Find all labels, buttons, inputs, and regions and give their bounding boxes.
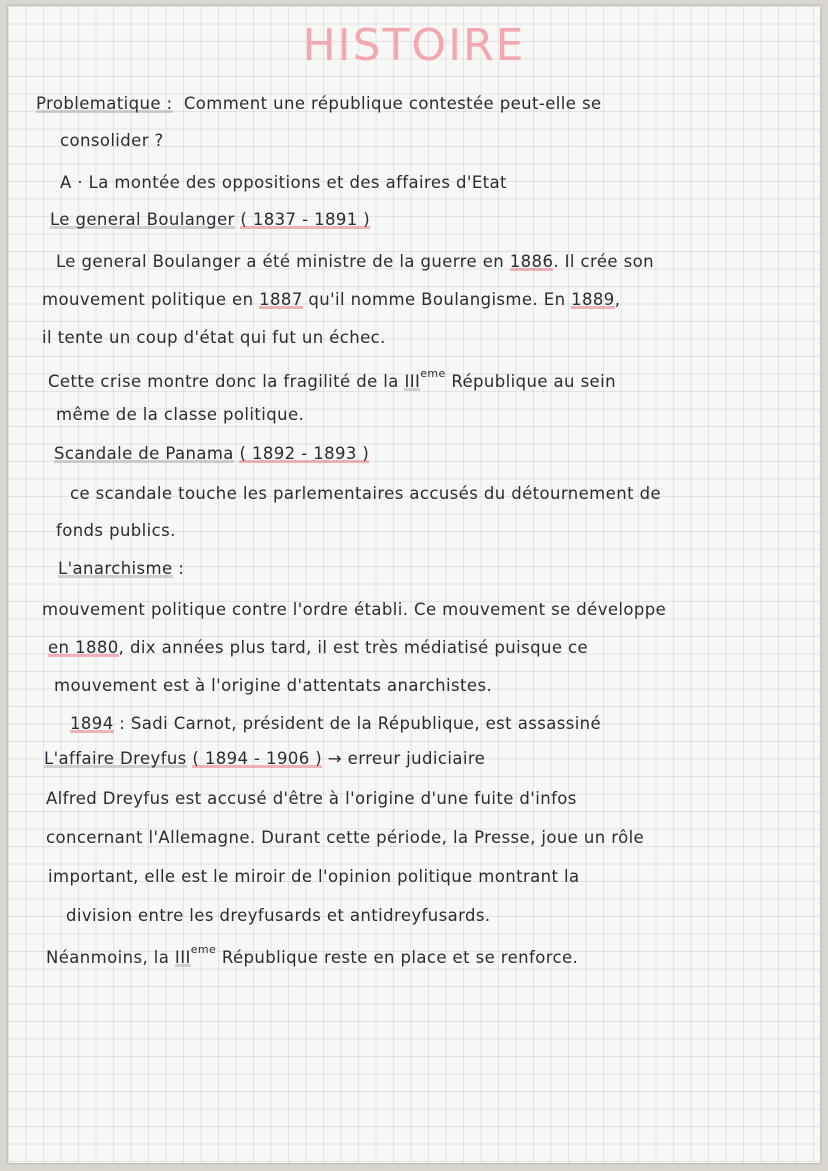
- anarchisme-text: , dix années plus tard, il est très médiatisé puisque ce: [118, 638, 589, 657]
- year-1887: 1887: [259, 290, 303, 309]
- dreyfus-line-4: division entre les dreyfusards et antidreyfusards.: [66, 906, 491, 925]
- boulanger-heading: Le general Boulanger: [50, 210, 235, 229]
- boulanger-text: mouvement politique en: [42, 290, 254, 309]
- year-1880: en 1880: [48, 638, 119, 657]
- notebook-page: [8, 6, 820, 1163]
- dreyfus-text: Néanmoins, la: [46, 948, 170, 967]
- problematique-text: Comment une république contestée peut-elle se: [183, 94, 602, 113]
- boulanger-dates: ( 1837 - 1891 ): [240, 210, 371, 229]
- anarchisme-line-3: mouvement est à l'origine d'attentats anarchistes.: [54, 676, 493, 695]
- anarchisme-heading-line: [58, 559, 184, 578]
- roman-numeral: III: [404, 372, 421, 391]
- boulanger-line-5: même de la classe politique.: [56, 405, 305, 424]
- anarchisme-heading: L'anarchisme: [58, 559, 173, 578]
- dreyfus-dates: ( 1894 - 1906 ): [192, 749, 323, 768]
- dreyfus-line-1: Alfred Dreyfus est accusé d'être à l'origine d'une fuite d'infos: [46, 789, 577, 808]
- superscript: eme: [420, 367, 446, 380]
- boulanger-heading-line: [50, 210, 370, 229]
- boulanger-text: Cette crise montre donc la fragilité de la: [48, 372, 399, 391]
- boulanger-text: Le general Boulanger a été ministre de la guerre en: [56, 252, 505, 271]
- dreyfus-text: République reste en place et se renforce.: [221, 948, 579, 967]
- boulanger-text: République au sein: [451, 372, 616, 391]
- boulanger-line-3: il tente un coup d'état qui fut un échec.: [42, 328, 386, 347]
- superscript: eme: [190, 943, 217, 956]
- year-1894: 1894: [70, 714, 114, 733]
- panama-line-2: fonds publics.: [56, 521, 176, 540]
- boulanger-line-4: [48, 367, 616, 391]
- panama-heading-line: [54, 444, 369, 463]
- anarchisme-line-2: [48, 638, 588, 657]
- anarchisme-text: : Sadi Carnot, président de la République, est assassiné: [119, 714, 602, 733]
- panama-line-1: ce scandale touche les parlementaires accusés du détournement de: [70, 484, 662, 503]
- dreyfus-line-5: [46, 943, 578, 967]
- dreyfus-heading-line: [44, 749, 485, 768]
- dreyfus-line-2: concernant l'Allemagne. Durant cette période, la Presse, joue un rôle: [46, 828, 645, 847]
- colon: :: [178, 559, 185, 578]
- panama-heading: Scandale de Panama: [54, 444, 234, 463]
- anarchisme-line-4: [70, 714, 601, 733]
- boulanger-line-1: [56, 252, 654, 271]
- boulanger-line-2: [42, 290, 620, 309]
- problematique-label: Problematique :: [36, 94, 173, 113]
- anarchisme-line-1: mouvement politique contre l'ordre établi. Ce mouvement se développe: [42, 600, 667, 619]
- roman-numeral: III: [174, 948, 191, 967]
- boulanger-text: ,: [614, 290, 621, 309]
- boulanger-text: . Il crée son: [553, 252, 654, 271]
- boulanger-text: qu'il nomme Boulangisme. En: [308, 290, 566, 309]
- year-1889: 1889: [571, 290, 615, 309]
- problematique-text-2: consolider ?: [60, 131, 164, 150]
- section-a-heading: A · La montée des oppositions et des affaires d'Etat: [60, 173, 507, 192]
- year-1886: 1886: [509, 252, 554, 271]
- problematique-line: [36, 94, 602, 113]
- dreyfus-arrow-note: → erreur judiciaire: [327, 749, 486, 768]
- panama-dates: ( 1892 - 1893 ): [239, 444, 370, 463]
- dreyfus-heading: L'affaire Dreyfus: [44, 749, 187, 768]
- dreyfus-line-3: important, elle est le miroir de l'opinion politique montrant la: [48, 867, 580, 886]
- page-title: HISTOIRE: [302, 20, 526, 71]
